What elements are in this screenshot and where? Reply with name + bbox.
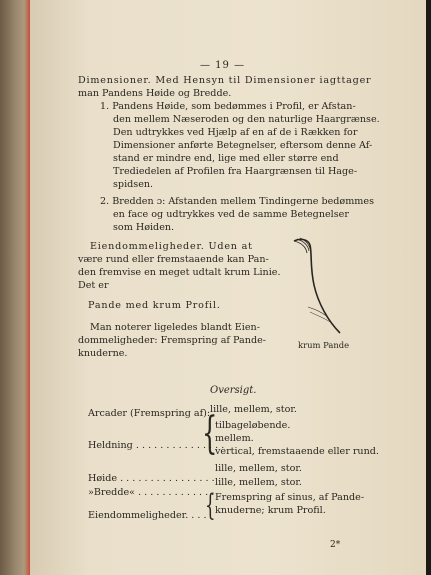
heldning-value-2: mellem. [215,433,254,444]
notes-line-3: knuderne. [78,348,128,359]
peculiarities-line-2: være rund eller fremstaaende kan Pan- [78,254,269,265]
item1-line-7: spidsen. [113,179,154,190]
dimensions-line-2: man Pandens Høide og Bredde. [78,88,232,99]
heldning-label: Heldning . . . . . . . . . . . . . . . [88,440,225,451]
signature-mark: 2* [330,540,341,550]
item2-line-2: en face og udtrykkes ved de samme Betegnelser [113,209,349,220]
arcader-value: lille, mellem, stor. [210,404,297,415]
bredde-label: »Bredde« . . . . . . . . . . . . . [88,487,215,498]
bredde-value: lille, mellem, stor. [215,477,302,488]
eiendommeligheder-brace: { [205,488,216,523]
item2-line-1: 2. Bredden ɔ: Afstanden mellem Tindingerne bedømmes [100,196,375,207]
figure-caption: krum Pande [298,340,350,350]
hoide-label: Høide . . . . . . . . . . . . . . . . [88,473,215,484]
eiendommeligheder-value-1: Fremspring af sinus, af Pande- [215,492,365,503]
page-number: — 19 — [200,60,246,71]
peculiarities-line-3: den fremvise en meget udtalt krum Linie. [78,267,281,278]
notes-line-1: Man noterer ligeledes blandt Eien- [90,322,260,333]
heldning-brace: { [202,408,218,459]
peculiarities-line-1: Eiendommeligheder. Uden at [90,241,253,252]
book-page [30,0,426,575]
curved-forehead-illustration [288,237,358,337]
heldning-value-3: vertical, fremstaaende eller rund. [215,446,379,457]
heldning-value-1: tilbageløbende. [215,420,291,431]
eiendommeligheder-label: Eiendommeligheder. . . . [88,510,207,521]
item1-line-4: Dimensioner anførte Betegnelser, eftersom denne Af- [113,140,373,151]
dimensions-line-1: Dimensioner. Med Hensyn til Dimensioner iagttager [78,75,372,86]
notes-line-2: dommeligheder: Fremspring af Pande- [78,335,267,346]
item1-line-1: 1. Pandens Høide, som bedømmes i Profil, er Afstan- [100,101,356,112]
peculiarities-line-4: Det er [78,280,109,291]
hoide-value: lille, mellem, stor. [215,463,302,474]
item1-line-5: stand er mindre end, lige med eller større end [113,153,339,164]
eiendommeligheder-value-2: knuderne; krum Profil. [215,505,326,516]
overview-title: Oversigt. [210,385,257,396]
item1-line-6: Trediedelen af Profilen fra Haargrænsen til Hage- [113,166,358,177]
arcader-label: Arcader (Fremspring af): [88,408,211,419]
item1-line-2: den mellem Næseroden og den naturlige Haargrænse. [113,114,380,125]
item1-line-3: Den udtrykkes ved Hjælp af en af de i Rækken for [113,127,358,138]
item2-line-3: som Høiden. [113,222,175,233]
peculiarities-line-5: Pande med krum Profil. [88,300,221,311]
